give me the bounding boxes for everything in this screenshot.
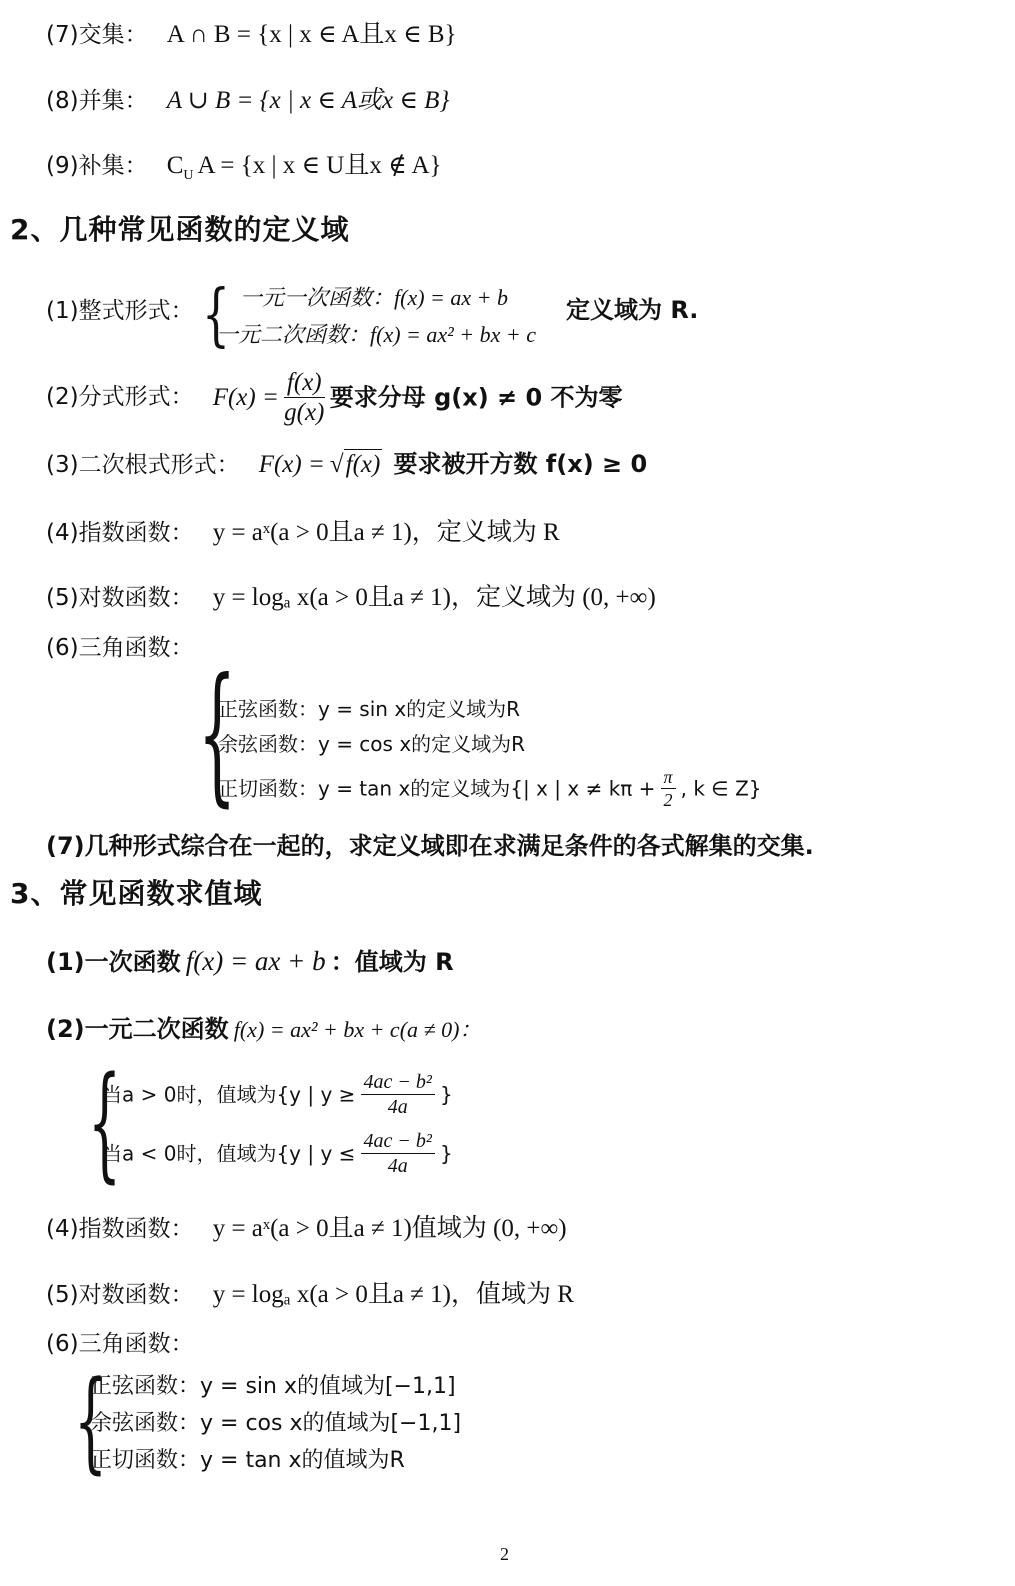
cos-domain: 余弦函数：y = cos x的定义域为R	[218, 732, 526, 756]
exp-domain-line	[46, 520, 560, 545]
fraction-lhs: F(x) =	[212, 384, 279, 411]
linear-range-tail: ：值域为 R	[330, 948, 454, 976]
log-domain-line	[46, 585, 656, 610]
exp-range-expr: y = aˣ(a > 0且a ≠ 1)值域为 (0, +∞)	[212, 1215, 567, 1242]
exp-range-line	[46, 1216, 567, 1241]
log-range-expr: y = logₐ x(a > 0且a ≠ 1)，值域为 R	[212, 1281, 574, 1308]
intersection-expr: A ∩ B = {x | x ∈ A且x ∈ B}	[166, 21, 457, 48]
trig-domain-brace: {	[198, 647, 237, 823]
complement-expr: $C_U$ A = {x | x ∈ U且x ∉ A}	[166, 152, 442, 183]
log-domain-label: (5)对数函数：	[46, 585, 194, 611]
trig-domain-label: (6)三角函数：	[46, 635, 194, 661]
union-expr: A ∪ B = {x | x ∈ A或x ∈ B}	[166, 87, 450, 114]
log-domain-expr: y = logₐ x(a > 0且a ≠ 1)，定义域为 (0, +∞)	[212, 584, 656, 611]
poly-domain-tail: 定义域为 R.	[566, 296, 699, 324]
linear-range-line	[46, 948, 454, 975]
fraction-condition: 要求分母 g(x) ≠ 0 不为零	[329, 383, 623, 412]
sin-domain: 正弦函数：y = sin x的定义域为R	[218, 697, 521, 721]
case-a-positive: 当a > 0时，值域为{y | y ≥ $\frac{\text{4ac − b²}}{4a}$ }	[102, 1071, 453, 1118]
exp-domain-label: (4)指数函数：	[46, 520, 194, 546]
intersection-label: (7)交集：	[46, 22, 148, 48]
section2-title: 2、几种常见函数的定义域	[10, 213, 350, 246]
radical-lhs: F(x) =	[258, 451, 325, 478]
union-label: (8)并集：	[46, 88, 148, 114]
fraction-form-line	[46, 370, 623, 425]
radicand: f(x)	[345, 451, 381, 478]
trig-range-brace: {	[74, 1359, 108, 1486]
sqrt-sign: √	[329, 451, 344, 478]
radical-form-line	[46, 452, 647, 477]
trig-range-label: (6)三角函数：	[46, 1331, 194, 1357]
combined-domain-note: (7)几种形式综合在一起的，求定义域即在求满足条件的各式解集的交集.	[46, 832, 814, 860]
log-range-label: (5)对数函数：	[46, 1282, 194, 1308]
fraction-form-label: (2)分式形式：	[46, 384, 194, 410]
case-a-negative: 当a < 0时，值域为{y | y ≤ $\frac{\text{4ac − b²}}{4a}$ }	[102, 1130, 453, 1177]
exp-domain-expr: y = aˣ(a > 0且a ≠ 1)，定义域为 R	[212, 519, 560, 546]
poly-case-quadratic: 一元二次函数：f(x) = ax² + bx + c	[216, 322, 536, 347]
section3-title: 3、常见函数求值域	[10, 877, 263, 910]
complement-line	[46, 153, 442, 183]
poly-form-brace: {	[202, 275, 230, 355]
pi-over-2: $\frac{\pi}{2}$	[661, 768, 676, 809]
linear-range-label: (1)一次函数	[46, 948, 181, 976]
union-line	[46, 88, 449, 113]
quadratic-range-label: (2)一元二次函数	[46, 1015, 229, 1043]
poly-form-label: (1)整式形式：	[46, 298, 194, 324]
quadratic-range-brace: {	[88, 1052, 122, 1197]
radical-form-label: (3)二次根式形式：	[46, 452, 240, 478]
log-range-line	[46, 1282, 574, 1307]
quadratic-range-line	[46, 1017, 481, 1041]
page-number: 2	[500, 1544, 509, 1564]
vertex-fraction-pos: $\frac{\text{4ac − b²}}{4a}$	[361, 1072, 435, 1117]
tan-domain: 正切函数：y = tan x的定义域为{| x | x ≠ kπ + $\frac{\pi}{2}$ , k ∈ Z}	[218, 767, 762, 810]
linear-range-expr: f(x) = ax + b	[185, 946, 326, 976]
complement-label: (9)补集：	[46, 153, 148, 179]
cos-range: 余弦函数：y = cos x的值域为[−1,1]	[90, 1411, 462, 1436]
vertex-fraction-neg: $\frac{\text{4ac − b²}}{4a}$	[361, 1131, 435, 1176]
fraction-f-over-g: $\frac{f(x)}{g(x)}$	[284, 369, 325, 426]
poly-case-linear: 一元一次函数：f(x) = ax + b	[240, 285, 508, 310]
tan-range: 正切函数：y = tan x的值域为R	[90, 1448, 405, 1473]
sin-range: 正弦函数：y = sin x的值域为[−1,1]	[90, 1374, 456, 1399]
quadratic-range-expr: f(x) = ax² + bx + c(a ≠ 0)：	[233, 1017, 482, 1042]
radical-condition: 要求被开方数 f(x) ≥ 0	[393, 450, 648, 478]
intersection-line	[46, 22, 457, 47]
exp-range-label: (4)指数函数：	[46, 1216, 194, 1242]
